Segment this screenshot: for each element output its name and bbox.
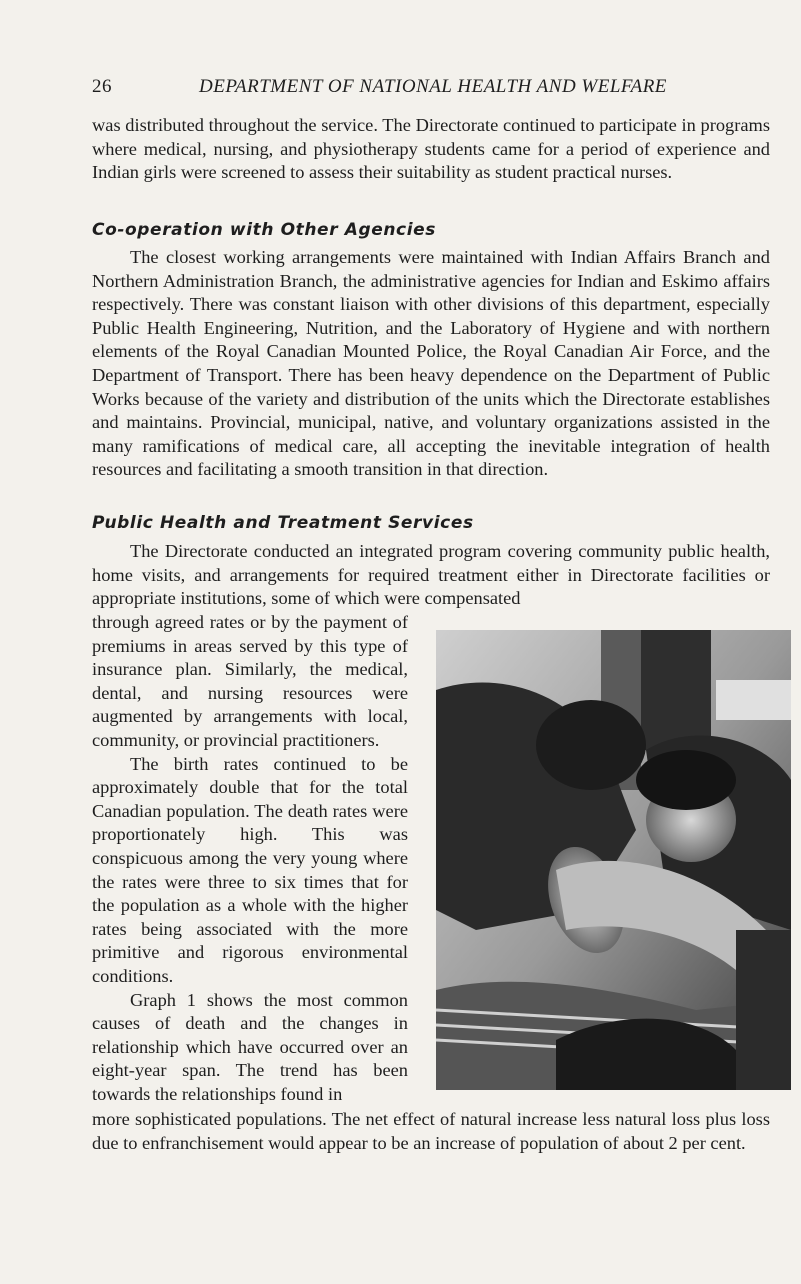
intro-paragraph: was distributed throughout the service. The Directorate continued to participate in programs where medical, nursing, and physiotherapy students came for a period of experience and Indian girls were screened to assess their suitability as student practical nurses.: [92, 115, 770, 183]
heading-public-health: Public Health and Treatment Services: [92, 513, 474, 533]
public-health-paragraph-1-full: The Directorate conducted an integrated program covering community public health, home visits, and arrangements for required treatment either in Directorate facilities or appropriate institutions, some of which were compensated: [92, 541, 770, 609]
public-health-paragraph-1-wrapped: through agreed rates or by the payment of premiums in areas served by this type of insurance plan. Similarly, the medical, dental, and nursing resources were augmented by arrangements with local, community, or provincial practitioners.: [92, 612, 408, 750]
running-title: DEPARTMENT OF NATIONAL HEALTH AND WELFARE: [199, 76, 667, 97]
photograph: [436, 630, 791, 1090]
public-health-paragraph-3-wrapped: Graph 1 shows the most common causes of death and the changes in relationship which have occurred over an eight-year span. The trend has been towards the relationships found in: [92, 989, 408, 1104]
page-number: 26: [92, 76, 112, 97]
photo-illustration: [436, 630, 791, 1090]
public-health-paragraph-3-full: more sophisticated populations. The net effect of natural increase less natural loss plus loss due to enfranchisement would appear to be an increase of population of about 2 per cent.: [92, 1109, 770, 1153]
heading-cooperation: Co-operation with Other Agencies: [92, 220, 437, 240]
cooperation-paragraph: The closest working arrangements were maintained with Indian Affairs Branch and Northern Administration Branch, the administrative agencies for Indian and Eskimo affairs respectively. There was constant liaison with other divisions of this department, especially Public Health Engineering, Nutrition, and the Laboratory of Hygiene and with northern elements of the Royal Canadian Mounted Police, the Royal Canadian Air Force, and the Department of Transport. There has been heavy dependence on the Department of Public Works because of the variety and distribution of the units which the Directorate establishes and maintains. Provincial, municipal, native, and voluntary organizations assisted in the many ramifications of medical care, all accepting the inevitable integration of health resources and facilitating a smooth transition in that direction.: [92, 247, 770, 480]
public-health-intro-block: [92, 540, 770, 611]
closing-block: [92, 1108, 770, 1155]
cooperation-block: [92, 246, 770, 482]
public-health-paragraph-2: The birth rates continued to be approximately double that for the total Canadian population. The death rates were proportionately high. This was conspicuous among the very young where the rates were three to six times that for the population as a whole with the higher rates being associated with the more primitive and rigorous environmental conditions.: [92, 753, 408, 986]
intro-block: [92, 114, 770, 185]
wrapped-text-column: [92, 611, 408, 1106]
